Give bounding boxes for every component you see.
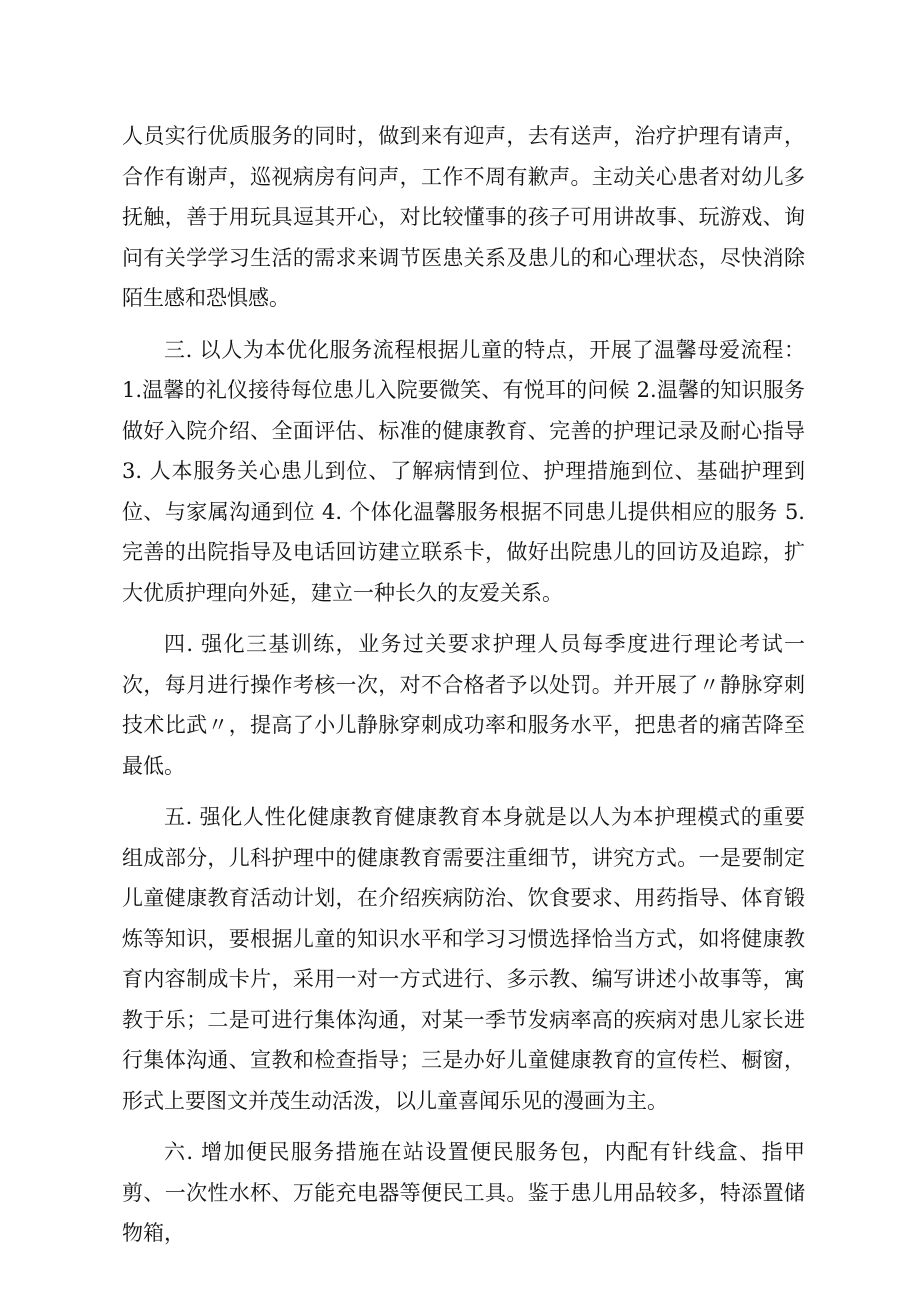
paragraph-section-6: 六. 增加便民服务措施在站设置便民服务包，内配有针线盒、指甲剪、一次性水杯、万能充电器等便民工具。鉴于患儿用品较多，特添置储物箱， bbox=[122, 1140, 805, 1245]
paragraph-section-5: 五. 强化人性化健康教育健康教育本身就是以人为本护理模式的重要组成部分，儿科护理中的健康教育需要注重细节，讲究方式。一是要制定儿童健康教育活动计划，在介绍疾病防治、饮食要求、用药指导、体育锻炼等知识，要根据儿童的知识水平和学习习惯选择恰当方式，如将健康教育内容制成卡片，采用一对一方式进行、多示教、编写讲述小故事等，寓教于乐；二是可进行集体沟通，对某一季节发病率高的疾病对患儿家长进行集体沟通、宣教和检查指导；三是办好儿童健康教育的宣传栏、橱窗，形式上要图文并茂生动活泼，以儿童喜闻乐见的漫画为主。 bbox=[122, 805, 805, 1113]
paragraph-section-4: 四. 强化三基训练，业务过关要求护理人员每季度进行理论考试一次，每月进行操作考核一次，对不合格者予以处罚。并开展了〃静脉穿刺技术比武〃，提高了小儿静脉穿刺成功率和服务水平，把患者的痛苦降至最低。 bbox=[122, 632, 805, 778]
document-body bbox=[122, 116, 805, 1265]
paragraph-continuation: 人员实行优质服务的同时，做到来有迎声，去有送声，治疗护理有请声，合作有谢声，巡视病房有问声，工作不周有歉声。主动关心患者对幼儿多抚触，善于用玩具逗其开心，对比较懂事的孩子可用讲故事、玩游戏、询问有关学学习生活的需求来调节医患关系及患儿的和心理状态，尽快消除陌生感和恐惧感。 bbox=[122, 124, 805, 310]
paragraph-section-3: 三. 以人为本优化服务流程根据儿童的特点，开展了温馨母爱流程：1.温馨的礼仪接待每位患儿入院要微笑、有悦耳的问候 2.温馨的知识服务做好入院介绍、全面评估、标准的健康教育、完善的护理记录及耐心指导 3. 人本服务关心患儿到位、了解病情到位、护理措施到位、基础护理到位、与家属沟通到位 4. 个体化温馨服务根据不同患儿提供相应的服务 5.完善的出院指导及电话回访建立联系卡，做好出院患儿的回访及追踪，扩大优质护理向外延，建立一种长久的友爱关系。 bbox=[122, 337, 805, 605]
